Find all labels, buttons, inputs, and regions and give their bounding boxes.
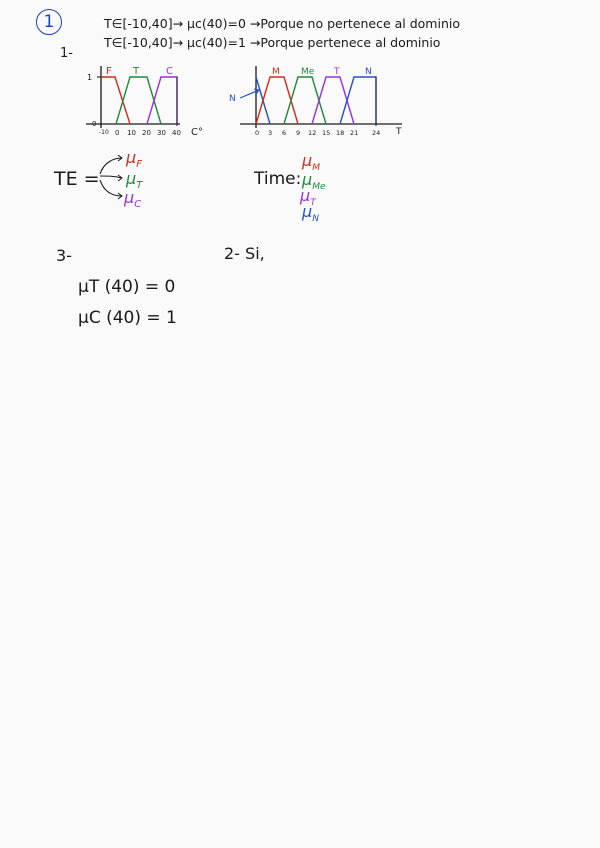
temp-y-zero: 0: [92, 120, 97, 128]
time-label-t: T: [334, 67, 340, 77]
time-tick: 24: [372, 129, 381, 137]
time-mu-m: $\mu_M$: [302, 151, 320, 174]
time-membership-chart: [226, 62, 410, 144]
temp-label-c: C: [166, 66, 173, 77]
time-tick: 15: [322, 129, 331, 137]
time-note-n: N: [229, 94, 236, 104]
part-1-label: 1-: [60, 46, 73, 61]
time-label-me: Me: [301, 67, 315, 77]
temp-tick: 10: [127, 129, 136, 137]
time-mu-me: $\mu_{Me}$: [302, 170, 326, 193]
time-tick: 12: [308, 129, 317, 137]
series-frio: [101, 77, 130, 124]
time-tick: 3: [268, 129, 273, 137]
te-mu-t: $\mu_T$: [126, 169, 143, 192]
temp-tick: 40: [172, 129, 181, 137]
series-caliente: [147, 77, 177, 124]
time-tick: 18: [336, 129, 345, 137]
te-mu-c: $\mu_C$: [124, 188, 142, 211]
temperature-membership-chart: [80, 62, 210, 144]
time-tick: 6: [282, 129, 287, 137]
time-tick: 21: [350, 129, 359, 137]
statement-line-2: T∈[-10,40]→ μc(40)=1 →Porque pertenece al dominio: [104, 35, 441, 50]
time-mu-n: $\mu_N$: [302, 202, 319, 225]
te-mu-f: $\mu_F$: [126, 148, 142, 171]
temp-unit: C°: [191, 127, 203, 138]
time-tick: 0: [255, 129, 260, 137]
temp-label-f: F: [106, 66, 112, 77]
time-mu-t: $\mu_T$: [300, 186, 316, 209]
section-2-label: 2- Si,: [224, 244, 265, 263]
temp-y-one: 1: [87, 73, 93, 82]
answer-mu-c: μC (40) = 1: [78, 308, 177, 328]
temp-label-t: T: [133, 66, 140, 77]
answer-mu-t: μT (40) = 0: [78, 277, 176, 297]
time-label-n: N: [365, 67, 372, 77]
time-set-label: Time:: [254, 169, 302, 189]
time-label-m: M: [272, 67, 280, 77]
problem-number: 1: [36, 9, 62, 35]
temp-tick: 30: [157, 129, 166, 137]
temp-tick: 20: [142, 129, 151, 137]
time-axis-label: T: [396, 127, 402, 137]
temp-tick: 0: [115, 129, 120, 137]
temp-tick: -10: [99, 129, 109, 136]
te-set-label: TE =: [54, 168, 100, 190]
series-noche: [340, 77, 376, 124]
time-tick: 9: [296, 129, 301, 137]
statement-line-1: T∈[-10,40]→ μc(40)=0 →Porque no pertenece al dominio: [104, 16, 460, 31]
section-3-label: 3-: [56, 246, 72, 265]
